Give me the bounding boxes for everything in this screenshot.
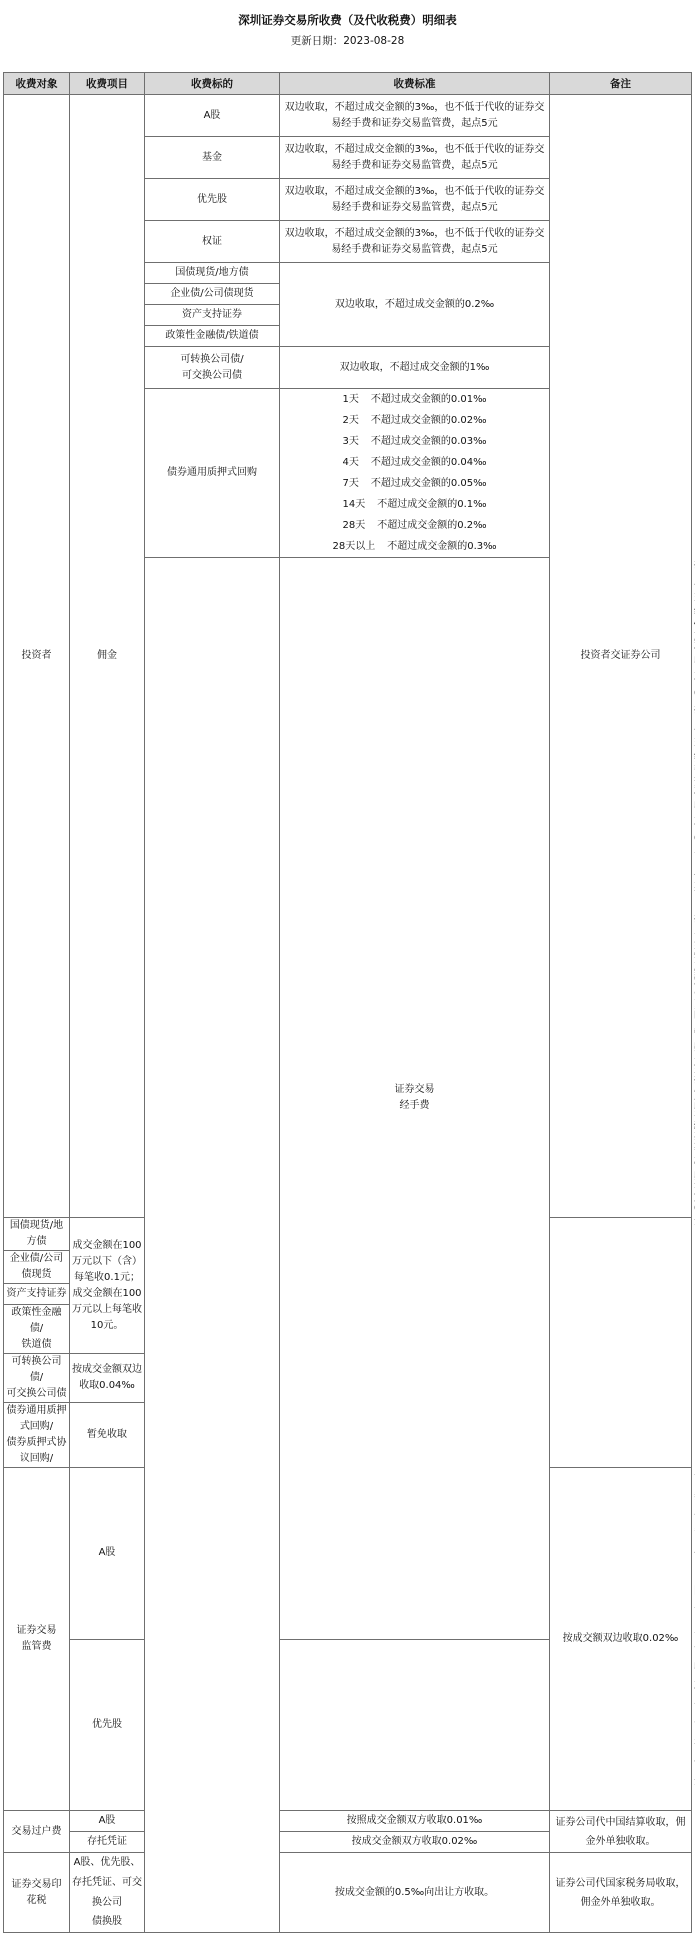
project-stamp: 证券交易印 花税 <box>4 1853 70 1933</box>
header-standard: 收费标准 <box>280 73 550 95</box>
repo-line: 4天 不超过成交金额的0.04‰ <box>342 457 487 468</box>
target-cell: 存托凭证 <box>70 1832 145 1853</box>
standard-cell: 按成交金额的0.5‰向出让方收取。 <box>280 1853 550 1933</box>
repo-line: 2天 不超过成交金额的0.02‰ <box>342 415 487 426</box>
standard-cell: 按成交金额双方收取0.02‰ <box>280 1832 550 1853</box>
repo-line: 14天 不超过成交金额的0.1‰ <box>342 499 487 510</box>
target-cell: 可转换公司债/ 可交换公司债 <box>4 1354 70 1403</box>
standard-cell: 双边收取，不超过成交金额的3‰，也不低于代收的证券交易经手费和证券交易监管费，起点5元 <box>280 221 550 263</box>
target-cell: 基金 <box>145 137 280 179</box>
repo-line: 1天 不超过成交金额的0.01‰ <box>342 394 487 405</box>
target-line: 可转换公司债/ <box>180 353 244 365</box>
standard-cell: 双边收取，不超过成交金额的0.2‰ <box>280 263 550 347</box>
repo-standard-cell <box>280 389 550 558</box>
project-commission: 佣金 <box>70 95 145 1218</box>
target-cell: 优先股 <box>145 179 280 221</box>
standard-cell: 成交金额在100万元以下（含）每笔收0.1元；成交金额在100万元以上每笔收10元。 <box>70 1218 145 1354</box>
project-transfer: 交易过户费 <box>4 1811 70 1853</box>
remark-stamp: 证券公司代国家税务局收取，佣金外单独收取。 <box>550 1853 692 1933</box>
target-cell <box>145 347 280 389</box>
repo-line: 28天 不超过成交金额的0.2‰ <box>342 520 487 531</box>
object-empty <box>145 558 280 1933</box>
standard-cell: 双边收取，不超过成交金额的1‰ <box>280 347 550 389</box>
table-row <box>4 95 692 137</box>
repo-line: 7天 不超过成交金额的0.05‰ <box>342 478 487 489</box>
target-cell: 资产支持证券 <box>145 305 280 326</box>
target-cell: 债券通用质押式回购 <box>145 389 280 558</box>
project-supervision: 证券交易 监管费 <box>4 1468 70 1811</box>
target-cell: 企业债/公司债现货 <box>145 284 280 305</box>
target-cell: A股 <box>145 95 280 137</box>
page-title: 深圳证券交易所收费（及代收税费）明细表 <box>238 13 457 27</box>
target-cell: 国债现货/地方债 <box>145 263 280 284</box>
target-cell: 国债现货/地方债 <box>4 1218 70 1251</box>
standard-cell: 双边收取，不超过成交金额的3‰，也不低于代收的证券交易经手费和证券交易监管费，起点5元 <box>280 137 550 179</box>
header-project: 收费项目 <box>70 73 145 95</box>
target-line: 可交换公司债 <box>182 369 242 381</box>
update-date: 更新日期：2023-08-28 <box>290 35 405 47</box>
target-cell: A股、优先股、 存托凭证、可交换公司 债换股 <box>70 1853 145 1933</box>
header-target: 收费标的 <box>145 73 280 95</box>
standard-cell: 按成交额双边收取0.02‰ <box>550 1468 692 1811</box>
standard-cell: 按成交金额双边收取0.04‰ <box>70 1354 145 1403</box>
standard-cell: 暂免收取 <box>70 1403 145 1468</box>
project-handling: 证券交易 经手费 <box>280 558 550 1640</box>
table-header-row <box>4 73 692 95</box>
target-cell: A股 <box>70 1811 145 1832</box>
repo-line: 28天以上 不超过成交金额的0.3‰ <box>332 541 497 552</box>
target-cell: 政策性金融债/ 铁道债 <box>4 1305 70 1354</box>
fee-table <box>3 72 692 1933</box>
target-cell: 债券通用质押式回购/ 债券质押式协议回购/ <box>4 1403 70 1468</box>
object-investor: 投资者 <box>4 95 70 1218</box>
header-object: 收费对象 <box>4 73 70 95</box>
target-cell: 权证 <box>145 221 280 263</box>
remark-investor: 投资者交证券公司 <box>550 95 692 1218</box>
table-row <box>4 1853 692 1933</box>
target-cell: 优先股 <box>70 1639 145 1811</box>
standard-cell: 按照成交金额双方收取0.01‰ <box>280 1811 550 1832</box>
repo-line: 3天 不超过成交金额的0.03‰ <box>342 436 487 447</box>
target-cell: A股 <box>70 1468 145 1640</box>
target-cell: 政策性金融债/铁道债 <box>145 326 280 347</box>
standard-cell: 双边收取，不超过成交金额的3‰，也不低于代收的证券交易经手费和证券交易监管费，起点5元 <box>280 95 550 137</box>
header-remark: 备注 <box>550 73 692 95</box>
standard-cell: 双边收取，不超过成交金额的3‰，也不低于代收的证券交易经手费和证券交易监管费，起点5元 <box>280 179 550 221</box>
target-cell: 资产支持证券 <box>4 1284 70 1305</box>
remark-transfer: 证券公司代中国结算收取，佣金外单独收取。 <box>550 1811 692 1853</box>
table-row <box>4 1811 692 1832</box>
target-cell: 企业债/公司债现货 <box>4 1251 70 1284</box>
